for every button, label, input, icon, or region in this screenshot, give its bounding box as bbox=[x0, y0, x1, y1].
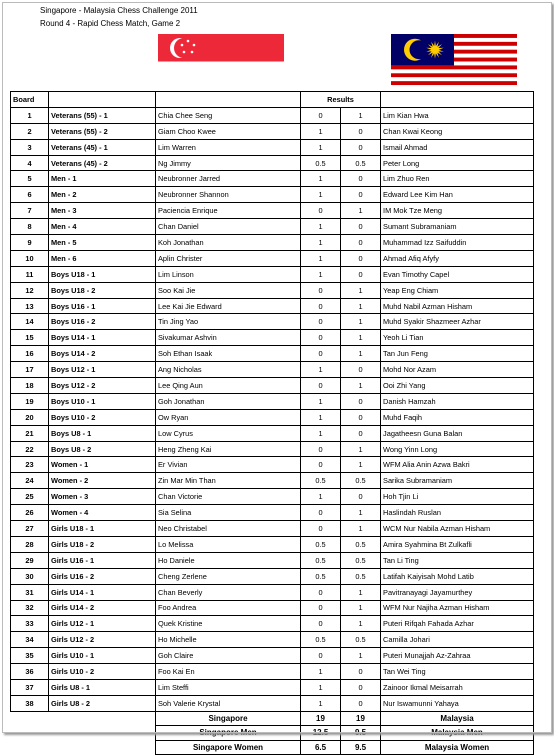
malaysia-player: Ooi Zhi Yang bbox=[381, 378, 534, 394]
malaysia-score: 0.5 bbox=[341, 632, 381, 648]
singapore-score: 1 bbox=[301, 235, 341, 251]
singapore-player: Chan Victorie bbox=[156, 489, 301, 505]
malaysia-player: Haslindah Ruslan bbox=[381, 505, 534, 521]
table-row bbox=[11, 600, 534, 616]
malaysia-score: 1 bbox=[341, 107, 381, 123]
malaysia-score: 0 bbox=[341, 362, 381, 378]
singapore-score: 1 bbox=[301, 266, 341, 282]
malaysia-player: Amira Syahmina Bt Zulkafli bbox=[381, 536, 534, 552]
board-number: 28 bbox=[11, 536, 49, 552]
table-row bbox=[11, 457, 534, 473]
table-row bbox=[11, 568, 534, 584]
board-number: 34 bbox=[11, 632, 49, 648]
board-number: 9 bbox=[11, 235, 49, 251]
malaysia-total: 9.5 bbox=[341, 740, 381, 755]
malaysia-player: Camilla Johari bbox=[381, 632, 534, 648]
table-row bbox=[11, 664, 534, 680]
malaysia-score: 0 bbox=[341, 409, 381, 425]
category-cell: Boys U10 - 2 bbox=[49, 409, 156, 425]
board-number: 10 bbox=[11, 250, 49, 266]
category-cell: Girls U10 - 2 bbox=[49, 664, 156, 680]
singapore-score: 0 bbox=[301, 441, 341, 457]
singapore-total-label: Singapore Men bbox=[156, 726, 301, 741]
malaysia-score: 1 bbox=[341, 203, 381, 219]
malaysia-player: Edward Lee Kim Han bbox=[381, 187, 534, 203]
malaysia-total-label: Malaysia bbox=[381, 711, 534, 726]
singapore-score: 1 bbox=[301, 489, 341, 505]
malaysia-player: WFM Alia Anin Azwa Bakri bbox=[381, 457, 534, 473]
malaysia-score: 0 bbox=[341, 664, 381, 680]
totals-row bbox=[11, 726, 534, 741]
malaysia-score: 1 bbox=[341, 314, 381, 330]
singapore-player: Lo Melissa bbox=[156, 536, 301, 552]
board-number: 15 bbox=[11, 330, 49, 346]
malaysia-score: 0 bbox=[341, 425, 381, 441]
board-number: 3 bbox=[11, 139, 49, 155]
table-row bbox=[11, 155, 534, 171]
table-row bbox=[11, 362, 534, 378]
singapore-score: 0.5 bbox=[301, 473, 341, 489]
board-number: 6 bbox=[11, 187, 49, 203]
category-cell: Girls U16 - 2 bbox=[49, 568, 156, 584]
singapore-player: Tin Jing Yao bbox=[156, 314, 301, 330]
malaysia-total-label: Malaysia Men bbox=[381, 726, 534, 741]
singapore-player: Soh Valerie Krystal bbox=[156, 695, 301, 711]
table-row bbox=[11, 505, 534, 521]
board-number: 32 bbox=[11, 600, 49, 616]
malaysia-score: 0.5 bbox=[341, 568, 381, 584]
singapore-score: 0 bbox=[301, 648, 341, 664]
malaysia-score: 0 bbox=[341, 235, 381, 251]
singapore-player: Koh Jonathan bbox=[156, 235, 301, 251]
malaysia-score: 0 bbox=[341, 393, 381, 409]
singapore-score: 0 bbox=[301, 521, 341, 537]
category-cell: Girls U14 - 2 bbox=[49, 600, 156, 616]
malaysia-player: Puteri Rifqah Fahada Azhar bbox=[381, 616, 534, 632]
table-row bbox=[11, 346, 534, 362]
malaysia-score: 1 bbox=[341, 648, 381, 664]
malaysia-score: 0 bbox=[341, 139, 381, 155]
malaysia-score: 1 bbox=[341, 298, 381, 314]
board-number: 14 bbox=[11, 314, 49, 330]
table-row bbox=[11, 632, 534, 648]
table-row bbox=[11, 203, 534, 219]
singapore-player: Chia Chee Seng bbox=[156, 107, 301, 123]
category-cell: Veterans (45) - 2 bbox=[49, 155, 156, 171]
table-row bbox=[11, 616, 534, 632]
document-subtitle: Round 4 - Rapid Chess Match, Game 2 bbox=[40, 19, 181, 28]
category-cell: Boys U8 - 2 bbox=[49, 441, 156, 457]
board-number: 36 bbox=[11, 664, 49, 680]
malaysia-player: Muhd Nabil Azman Hisham bbox=[381, 298, 534, 314]
malaysia-score: 0.5 bbox=[341, 155, 381, 171]
singapore-player: Sia Selina bbox=[156, 505, 301, 521]
malaysia-player: Sarika Subramaniam bbox=[381, 473, 534, 489]
category-cell: Girls U14 - 1 bbox=[49, 584, 156, 600]
category-cell: Men - 1 bbox=[49, 171, 156, 187]
board-number: 1 bbox=[11, 107, 49, 123]
malaysia-player: Muhd Syakir Shazmeer Azhar bbox=[381, 314, 534, 330]
category-cell: Girls U18 - 2 bbox=[49, 536, 156, 552]
board-number: 22 bbox=[11, 441, 49, 457]
malaysia-player: Hoh Tjin Li bbox=[381, 489, 534, 505]
singapore-player: Sivakumar Ashvin bbox=[156, 330, 301, 346]
malaysia-score: 0 bbox=[341, 171, 381, 187]
malaysia-player: WCM Nur Nabila Azman Hisham bbox=[381, 521, 534, 537]
malaysia-score: 1 bbox=[341, 330, 381, 346]
singapore-player: Ang Nicholas bbox=[156, 362, 301, 378]
category-cell: Boys U16 - 2 bbox=[49, 314, 156, 330]
malaysia-player: Muhd Faqih bbox=[381, 409, 534, 425]
board-number: 29 bbox=[11, 552, 49, 568]
category-cell: Boys U10 - 1 bbox=[49, 393, 156, 409]
singapore-score: 1 bbox=[301, 409, 341, 425]
singapore-player: Er Vivian bbox=[156, 457, 301, 473]
malaysia-player: Puteri Munajjah Az-Zahraa bbox=[381, 648, 534, 664]
singapore-score: 0 bbox=[301, 314, 341, 330]
singapore-player: Goh Claire bbox=[156, 648, 301, 664]
singapore-player: Ho Michelle bbox=[156, 632, 301, 648]
singapore-player: Goh Jonathan bbox=[156, 393, 301, 409]
malaysia-player: Pavitranayagi Jayamurthey bbox=[381, 584, 534, 600]
board-number: 21 bbox=[11, 425, 49, 441]
singapore-score: 0.5 bbox=[301, 155, 341, 171]
malaysia-flag-icon bbox=[391, 34, 517, 89]
malaysia-score: 1 bbox=[341, 600, 381, 616]
table-row bbox=[11, 489, 534, 505]
board-number: 2 bbox=[11, 123, 49, 139]
malaysia-player: Tan Jun Feng bbox=[381, 346, 534, 362]
malaysia-score: 1 bbox=[341, 505, 381, 521]
category-cell: Women - 4 bbox=[49, 505, 156, 521]
board-number: 18 bbox=[11, 378, 49, 394]
board-number: 17 bbox=[11, 362, 49, 378]
singapore-player: Chan Beverly bbox=[156, 584, 301, 600]
table-row bbox=[11, 648, 534, 664]
malaysia-player: Peter Long bbox=[381, 155, 534, 171]
singapore-player: Foo Kai En bbox=[156, 664, 301, 680]
malaysia-player: Evan Timothy Capel bbox=[381, 266, 534, 282]
table-row bbox=[11, 695, 534, 711]
table-row bbox=[11, 314, 534, 330]
table-row bbox=[11, 409, 534, 425]
malaysia-score: 0 bbox=[341, 489, 381, 505]
singapore-player: Lim Warren bbox=[156, 139, 301, 155]
singapore-score: 1 bbox=[301, 425, 341, 441]
singapore-player: Soh Ethan Isaak bbox=[156, 346, 301, 362]
singapore-total-label: Singapore bbox=[156, 711, 301, 726]
table-row bbox=[11, 282, 534, 298]
singapore-total: 6.5 bbox=[301, 740, 341, 755]
table-row bbox=[11, 552, 534, 568]
singapore-score: 1 bbox=[301, 679, 341, 695]
singapore-score: 1 bbox=[301, 139, 341, 155]
board-number: 12 bbox=[11, 282, 49, 298]
board-number: 37 bbox=[11, 679, 49, 695]
table-row bbox=[11, 536, 534, 552]
board-number: 8 bbox=[11, 219, 49, 235]
board-number: 25 bbox=[11, 489, 49, 505]
table-row bbox=[11, 521, 534, 537]
singapore-score: 0 bbox=[301, 298, 341, 314]
singapore-player: Lee Kai Jie Edward bbox=[156, 298, 301, 314]
table-row bbox=[11, 393, 534, 409]
category-cell: Veterans (55) - 1 bbox=[49, 107, 156, 123]
singapore-player: Foo Andrea bbox=[156, 600, 301, 616]
results-table bbox=[10, 91, 534, 755]
board-number: 20 bbox=[11, 409, 49, 425]
malaysia-player: Yeoh Li Tian bbox=[381, 330, 534, 346]
malaysia-player: Lim Kian Hwa bbox=[381, 107, 534, 123]
malaysia-player: Muhammad Izz Saifuddin bbox=[381, 235, 534, 251]
category-cell: Boys U8 - 1 bbox=[49, 425, 156, 441]
board-number: 30 bbox=[11, 568, 49, 584]
table-row bbox=[11, 425, 534, 441]
singapore-flag-icon bbox=[158, 34, 284, 89]
singapore-score: 0.5 bbox=[301, 536, 341, 552]
board-number: 27 bbox=[11, 521, 49, 537]
malaysia-player: Tan Wei Ting bbox=[381, 664, 534, 680]
singapore-score: 1 bbox=[301, 123, 341, 139]
singapore-score: 0.5 bbox=[301, 568, 341, 584]
singapore-player: Lim Steffi bbox=[156, 679, 301, 695]
singapore-player: Cheng Zerlene bbox=[156, 568, 301, 584]
malaysia-player: Tan Li Ting bbox=[381, 552, 534, 568]
singapore-player: Aplin Christer bbox=[156, 250, 301, 266]
category-cell: Men - 2 bbox=[49, 187, 156, 203]
singapore-score: 0 bbox=[301, 457, 341, 473]
malaysia-player: Zainoor Ikmal Meisarrah bbox=[381, 679, 534, 695]
singapore-score: 1 bbox=[301, 250, 341, 266]
malaysia-player: Danish Hamzah bbox=[381, 393, 534, 409]
malaysia-player: Sumant Subramaniam bbox=[381, 219, 534, 235]
malaysia-score: 0.5 bbox=[341, 552, 381, 568]
table-row bbox=[11, 107, 534, 123]
table-row bbox=[11, 378, 534, 394]
category-cell: Men - 6 bbox=[49, 250, 156, 266]
board-number: 16 bbox=[11, 346, 49, 362]
singapore-score: 1 bbox=[301, 362, 341, 378]
table-row bbox=[11, 266, 534, 282]
table-row bbox=[11, 473, 534, 489]
category-cell: Girls U12 - 1 bbox=[49, 616, 156, 632]
malaysia-score: 1 bbox=[341, 282, 381, 298]
totals-row bbox=[11, 711, 534, 726]
singapore-total: 19 bbox=[301, 711, 341, 726]
malaysia-player: Yeap Eng Chiam bbox=[381, 282, 534, 298]
singapore-player: Ng Jimmy bbox=[156, 155, 301, 171]
board-number: 19 bbox=[11, 393, 49, 409]
singapore-player: Neubronner Jarred bbox=[156, 171, 301, 187]
singapore-player: Soo Kai Jie bbox=[156, 282, 301, 298]
table-row bbox=[11, 235, 534, 251]
singapore-score: 0 bbox=[301, 378, 341, 394]
board-number: 26 bbox=[11, 505, 49, 521]
singapore-score: 0 bbox=[301, 600, 341, 616]
singapore-score: 0 bbox=[301, 584, 341, 600]
category-cell: Men - 5 bbox=[49, 235, 156, 251]
board-number: 5 bbox=[11, 171, 49, 187]
table-row bbox=[11, 298, 534, 314]
category-cell: Women - 3 bbox=[49, 489, 156, 505]
table-row bbox=[11, 584, 534, 600]
category-cell: Men - 3 bbox=[49, 203, 156, 219]
malaysia-total: 19 bbox=[341, 711, 381, 726]
table-row bbox=[11, 250, 534, 266]
singapore-score: 1 bbox=[301, 219, 341, 235]
category-cell: Men - 4 bbox=[49, 219, 156, 235]
singapore-score: 0 bbox=[301, 505, 341, 521]
table-row bbox=[11, 171, 534, 187]
category-cell: Girls U12 - 2 bbox=[49, 632, 156, 648]
malaysia-player: Mohd Nor Azam bbox=[381, 362, 534, 378]
malaysia-player: Ismail Ahmad bbox=[381, 139, 534, 155]
board-number: 33 bbox=[11, 616, 49, 632]
table-row bbox=[11, 123, 534, 139]
singapore-score: 0 bbox=[301, 616, 341, 632]
board-number: 38 bbox=[11, 695, 49, 711]
malaysia-player: Ahmad Afiq Afyfy bbox=[381, 250, 534, 266]
malaysia-score: 0.5 bbox=[341, 473, 381, 489]
malaysia-total-label: Malaysia Women bbox=[381, 740, 534, 755]
malaysia-score: 0 bbox=[341, 695, 381, 711]
singapore-score: 1 bbox=[301, 187, 341, 203]
malaysia-player: Chan Kwai Keong bbox=[381, 123, 534, 139]
singapore-score: 0 bbox=[301, 346, 341, 362]
singapore-score: 1 bbox=[301, 171, 341, 187]
malaysia-player: Wong Yinn Long bbox=[381, 441, 534, 457]
table-row bbox=[11, 219, 534, 235]
malaysia-score: 0.5 bbox=[341, 536, 381, 552]
singapore-player: Chan Daniel bbox=[156, 219, 301, 235]
malaysia-score: 1 bbox=[341, 457, 381, 473]
board-number: 13 bbox=[11, 298, 49, 314]
malaysia-score: 1 bbox=[341, 521, 381, 537]
table-header-row bbox=[11, 92, 534, 108]
document-title: Singapore - Malaysia Chess Challenge 2011 bbox=[40, 6, 198, 15]
malaysia-player: IM Mok Tze Meng bbox=[381, 203, 534, 219]
malaysia-score: 0 bbox=[341, 219, 381, 235]
malaysia-score: 1 bbox=[341, 584, 381, 600]
singapore-player: Quek Kristine bbox=[156, 616, 301, 632]
singapore-player: Low Cyrus bbox=[156, 425, 301, 441]
malaysia-score: 0 bbox=[341, 250, 381, 266]
singapore-score: 1 bbox=[301, 393, 341, 409]
malaysia-score: 1 bbox=[341, 616, 381, 632]
table-row bbox=[11, 441, 534, 457]
category-cell: Girls U16 - 1 bbox=[49, 552, 156, 568]
singapore-score: 0.5 bbox=[301, 552, 341, 568]
category-cell: Boys U18 - 1 bbox=[49, 266, 156, 282]
malaysia-player: Jagatheesn Guna Balan bbox=[381, 425, 534, 441]
category-cell: Veterans (55) - 2 bbox=[49, 123, 156, 139]
board-number: 7 bbox=[11, 203, 49, 219]
totals-row bbox=[11, 740, 534, 755]
malaysia-player: Nur Iswamunni Yahaya bbox=[381, 695, 534, 711]
board-number: 31 bbox=[11, 584, 49, 600]
board-header: Board bbox=[11, 92, 49, 108]
category-cell: Boys U14 - 1 bbox=[49, 330, 156, 346]
results-header: Results bbox=[301, 92, 381, 108]
board-number: 24 bbox=[11, 473, 49, 489]
malaysia-score: 0 bbox=[341, 123, 381, 139]
singapore-player: Lee Qing Aun bbox=[156, 378, 301, 394]
singapore-score: 0 bbox=[301, 203, 341, 219]
category-cell: Girls U8 - 1 bbox=[49, 679, 156, 695]
table-row bbox=[11, 187, 534, 203]
singapore-player: Ow Ryan bbox=[156, 409, 301, 425]
category-cell: Girls U10 - 1 bbox=[49, 648, 156, 664]
board-number: 35 bbox=[11, 648, 49, 664]
category-cell: Boys U18 - 2 bbox=[49, 282, 156, 298]
singapore-total: 12.5 bbox=[301, 726, 341, 741]
singapore-player: Neubronner Shannon bbox=[156, 187, 301, 203]
board-number: 11 bbox=[11, 266, 49, 282]
table-row bbox=[11, 330, 534, 346]
singapore-player: Heng Zheng Kai bbox=[156, 441, 301, 457]
singapore-score: 0.5 bbox=[301, 632, 341, 648]
singapore-score: 0 bbox=[301, 107, 341, 123]
singapore-player: Zin Mar Min Than bbox=[156, 473, 301, 489]
board-number: 23 bbox=[11, 457, 49, 473]
singapore-score: 0 bbox=[301, 282, 341, 298]
category-cell: Boys U16 - 1 bbox=[49, 298, 156, 314]
malaysia-score: 1 bbox=[341, 346, 381, 362]
singapore-player: Giam Choo Kwee bbox=[156, 123, 301, 139]
category-cell: Girls U8 - 2 bbox=[49, 695, 156, 711]
category-cell: Women - 2 bbox=[49, 473, 156, 489]
malaysia-player: WFM Nur Najiha Azman Hisham bbox=[381, 600, 534, 616]
board-number: 4 bbox=[11, 155, 49, 171]
malaysia-total: 9.5 bbox=[341, 726, 381, 741]
category-cell: Veterans (45) - 1 bbox=[49, 139, 156, 155]
singapore-score: 1 bbox=[301, 695, 341, 711]
malaysia-score: 0 bbox=[341, 266, 381, 282]
malaysia-score: 1 bbox=[341, 441, 381, 457]
malaysia-score: 1 bbox=[341, 378, 381, 394]
table-row bbox=[11, 139, 534, 155]
category-cell: Boys U14 - 2 bbox=[49, 346, 156, 362]
malaysia-player: Lim Zhuo Ren bbox=[381, 171, 534, 187]
singapore-player: Ho Daniele bbox=[156, 552, 301, 568]
malaysia-player: Latifah Kaiyisah Mohd Latib bbox=[381, 568, 534, 584]
singapore-total-label: Singapore Women bbox=[156, 740, 301, 755]
table-row bbox=[11, 679, 534, 695]
category-cell: Women - 1 bbox=[49, 457, 156, 473]
singapore-score: 1 bbox=[301, 664, 341, 680]
singapore-player: Neo Christabel bbox=[156, 521, 301, 537]
malaysia-score: 0 bbox=[341, 679, 381, 695]
singapore-player: Lim Linson bbox=[156, 266, 301, 282]
malaysia-score: 0 bbox=[341, 187, 381, 203]
category-cell: Boys U12 - 2 bbox=[49, 378, 156, 394]
singapore-score: 0 bbox=[301, 330, 341, 346]
singapore-player: Paciencia Enrique bbox=[156, 203, 301, 219]
category-cell: Girls U18 - 1 bbox=[49, 521, 156, 537]
category-cell: Boys U12 - 1 bbox=[49, 362, 156, 378]
